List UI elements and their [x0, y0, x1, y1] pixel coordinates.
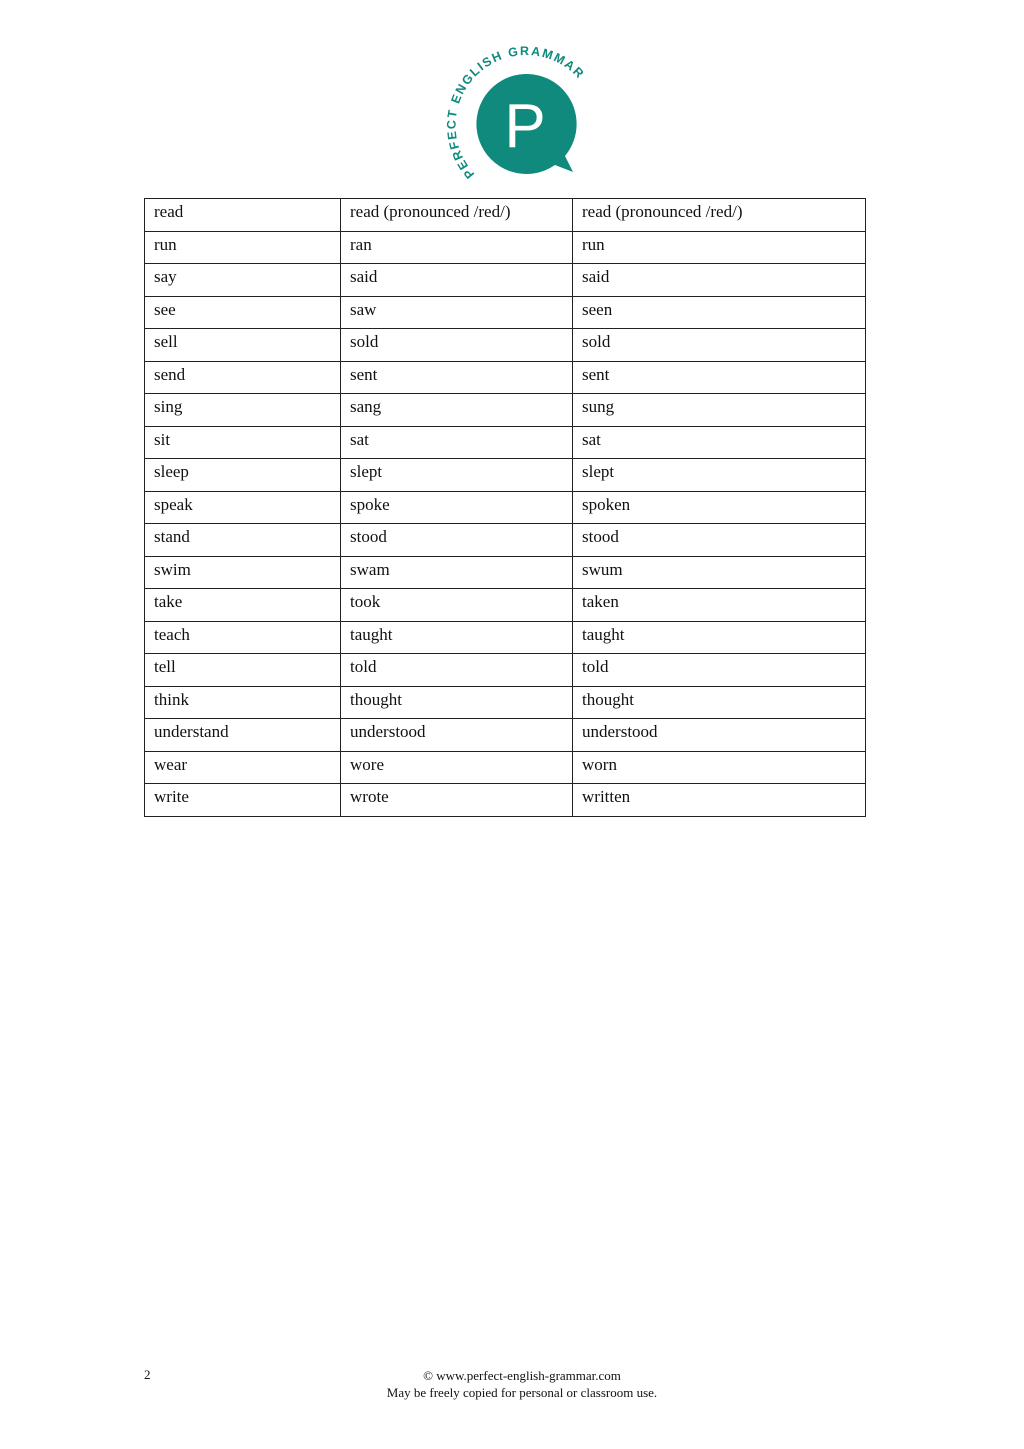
cell-past-participle: slept: [573, 459, 866, 492]
cell-past-simple: wrote: [341, 784, 573, 817]
table-row: [145, 524, 866, 557]
cell-past-simple: told: [341, 654, 573, 687]
cell-base-form: think: [145, 686, 341, 719]
table-row: [145, 231, 866, 264]
cell-base-form: see: [145, 296, 341, 329]
cell-past-participle: told: [573, 654, 866, 687]
cell-base-form: speak: [145, 491, 341, 524]
cell-base-form: run: [145, 231, 341, 264]
table-row: [145, 589, 866, 622]
table-row: [145, 426, 866, 459]
table-row: [145, 199, 866, 232]
cell-past-participle: stood: [573, 524, 866, 557]
table-row: [145, 329, 866, 362]
cell-past-participle: taught: [573, 621, 866, 654]
footer-license: May be freely copied for personal or classroom use.: [386, 1385, 658, 1400]
footer: [262, 1367, 782, 1401]
cell-past-simple: swam: [341, 556, 573, 589]
cell-past-simple: stood: [341, 524, 573, 557]
cell-past-simple: slept: [341, 459, 573, 492]
table-row: [145, 621, 866, 654]
cell-past-participle: swum: [573, 556, 866, 589]
table-row: [145, 394, 866, 427]
cell-past-participle: thought: [573, 686, 866, 719]
page-number: 2: [144, 1367, 151, 1382]
perfect-english-grammar-logo: [437, 44, 587, 184]
cell-past-participle: sat: [573, 426, 866, 459]
cell-base-form: stand: [145, 524, 341, 557]
cell-base-form: teach: [145, 621, 341, 654]
table-row: [145, 784, 866, 817]
cell-past-participle: sent: [573, 361, 866, 394]
cell-past-simple: understood: [341, 719, 573, 752]
cell-base-form: sing: [145, 394, 341, 427]
cell-past-participle: said: [573, 264, 866, 297]
cell-base-form: understand: [145, 719, 341, 752]
cell-past-simple: taught: [341, 621, 573, 654]
cell-past-participle: written: [573, 784, 866, 817]
logo-ring-text: PERFECT ENGLISH GRAMMAR: [444, 44, 587, 182]
cell-base-form: swim: [145, 556, 341, 589]
table-row: [145, 264, 866, 297]
cell-base-form: say: [145, 264, 341, 297]
cell-past-simple: said: [341, 264, 573, 297]
cell-past-simple: sold: [341, 329, 573, 362]
logo-letter: P: [504, 92, 546, 161]
cell-base-form: sit: [145, 426, 341, 459]
irregular-verbs-table: [144, 198, 866, 817]
cell-base-form: wear: [145, 751, 341, 784]
cell-past-simple: read (pronounced /red/): [341, 199, 573, 232]
cell-base-form: send: [145, 361, 341, 394]
table-row: [145, 556, 866, 589]
cell-base-form: tell: [145, 654, 341, 687]
table-row: [145, 686, 866, 719]
table-row: [145, 491, 866, 524]
footer-copyright: © www.perfect-english-grammar.com: [423, 1368, 621, 1383]
cell-past-participle: sung: [573, 394, 866, 427]
cell-past-simple: sang: [341, 394, 573, 427]
cell-base-form: take: [145, 589, 341, 622]
verb-table-body: [145, 199, 866, 817]
cell-past-participle: taken: [573, 589, 866, 622]
cell-past-simple: wore: [341, 751, 573, 784]
cell-past-participle: read (pronounced /red/): [573, 199, 866, 232]
table-row: [145, 459, 866, 492]
cell-base-form: sleep: [145, 459, 341, 492]
cell-past-participle: run: [573, 231, 866, 264]
cell-past-simple: saw: [341, 296, 573, 329]
cell-past-participle: worn: [573, 751, 866, 784]
cell-past-participle: sold: [573, 329, 866, 362]
cell-past-participle: spoken: [573, 491, 866, 524]
table-row: [145, 751, 866, 784]
cell-past-simple: sat: [341, 426, 573, 459]
cell-past-participle: seen: [573, 296, 866, 329]
table-row: [145, 719, 866, 752]
cell-past-participle: understood: [573, 719, 866, 752]
cell-past-simple: spoke: [341, 491, 573, 524]
cell-past-simple: ran: [341, 231, 573, 264]
cell-base-form: write: [145, 784, 341, 817]
table-row: [145, 296, 866, 329]
cell-past-simple: took: [341, 589, 573, 622]
cell-base-form: read: [145, 199, 341, 232]
cell-past-simple: sent: [341, 361, 573, 394]
table-row: [145, 361, 866, 394]
cell-base-form: sell: [145, 329, 341, 362]
table-row: [145, 654, 866, 687]
cell-past-simple: thought: [341, 686, 573, 719]
